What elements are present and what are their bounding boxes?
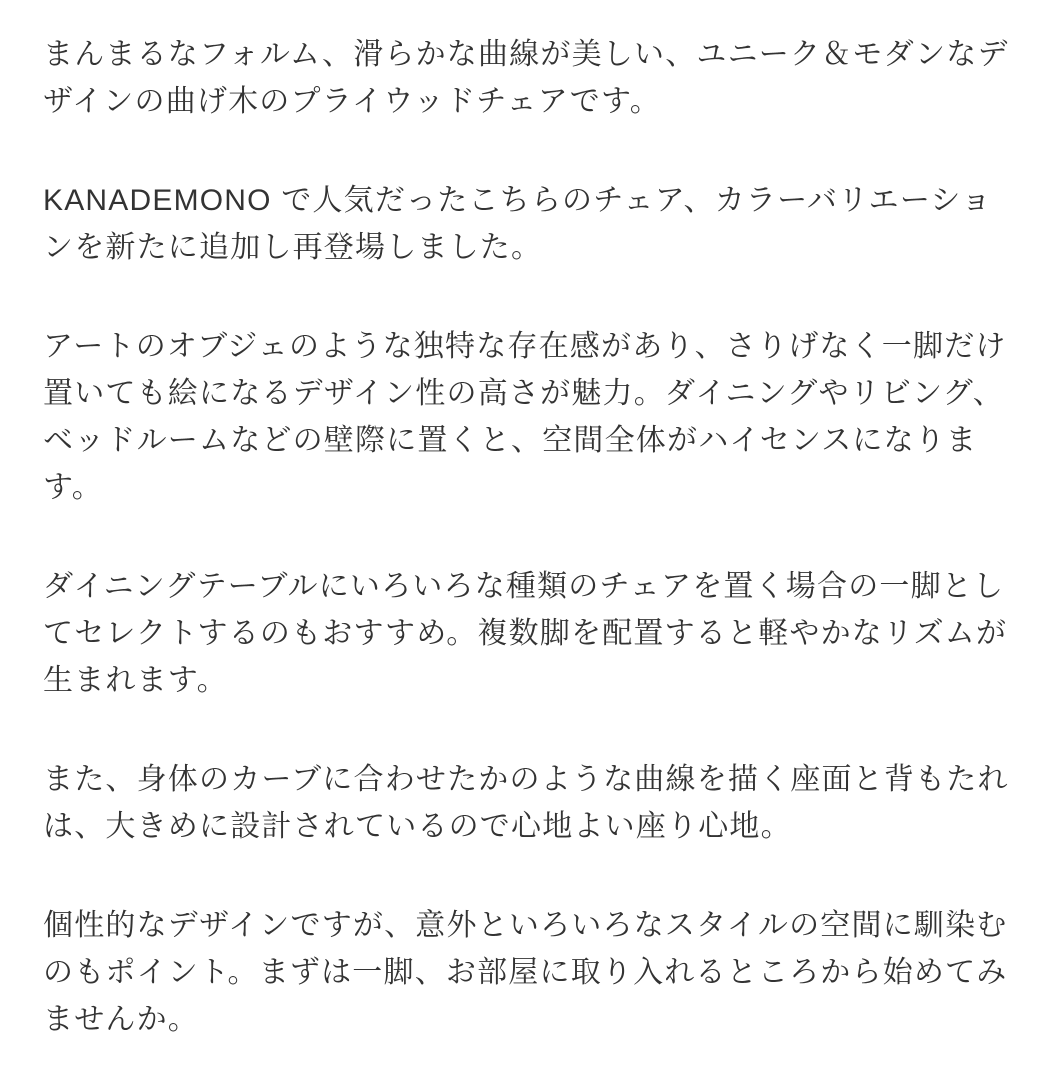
paragraph-intro bbox=[43, 31, 1020, 125]
text-line: ベッドルームなどの壁際に置くと、空間全体がハイセンスになりま bbox=[43, 424, 978, 457]
text-line: す。 bbox=[43, 471, 103, 504]
paragraph-comfort bbox=[43, 756, 1020, 850]
text-line: ザインの曲げ木のプライウッドチェアです。 bbox=[43, 85, 661, 118]
text-line: アートのオブジェのような独特な存在感があり、さりげなく一脚だけ bbox=[43, 330, 1007, 363]
paragraph-dining-suggestion bbox=[43, 563, 1020, 704]
text-line: のもポイント。まずは一脚、お部屋に取り入れるところから始めてみ bbox=[43, 956, 1008, 989]
text-line: ダイニングテーブルにいろいろな種類のチェアを置く場合の一脚とし bbox=[43, 570, 1005, 603]
text-line: 個性的なデザインですが、意外といろいろなスタイルの空間に馴染む bbox=[43, 909, 1008, 942]
text-line: まんまるなフォルム、滑らかな曲線が美しい、ユニーク＆モダンなデ bbox=[43, 38, 1009, 71]
text-line: は、大きめに設計されているので心地よい座り心地。 bbox=[43, 810, 792, 843]
paragraph-presence bbox=[43, 323, 1020, 511]
paragraph-relaunch bbox=[43, 177, 1020, 271]
text-line: ませんか。 bbox=[43, 1003, 199, 1036]
paragraph-closing bbox=[43, 902, 1020, 1043]
text-line: また、身体のカーブに合わせたかのような曲線を描く座面と背もたれ bbox=[43, 763, 1009, 796]
text-line: ンを新たに追加し再登場しました。 bbox=[43, 231, 543, 264]
text-line: 置いても絵になるデザイン性の高さが魅力。ダイニングやリビング、 bbox=[43, 377, 1004, 410]
text-line: KANADEMONO で人気だったこちらのチェア、カラーバリエーショ bbox=[43, 184, 993, 217]
text-line: 生まれます。 bbox=[43, 664, 228, 697]
text-line: てセレクトするのもおすすめ。複数脚を配置すると軽やかなリズムが bbox=[43, 617, 1008, 650]
